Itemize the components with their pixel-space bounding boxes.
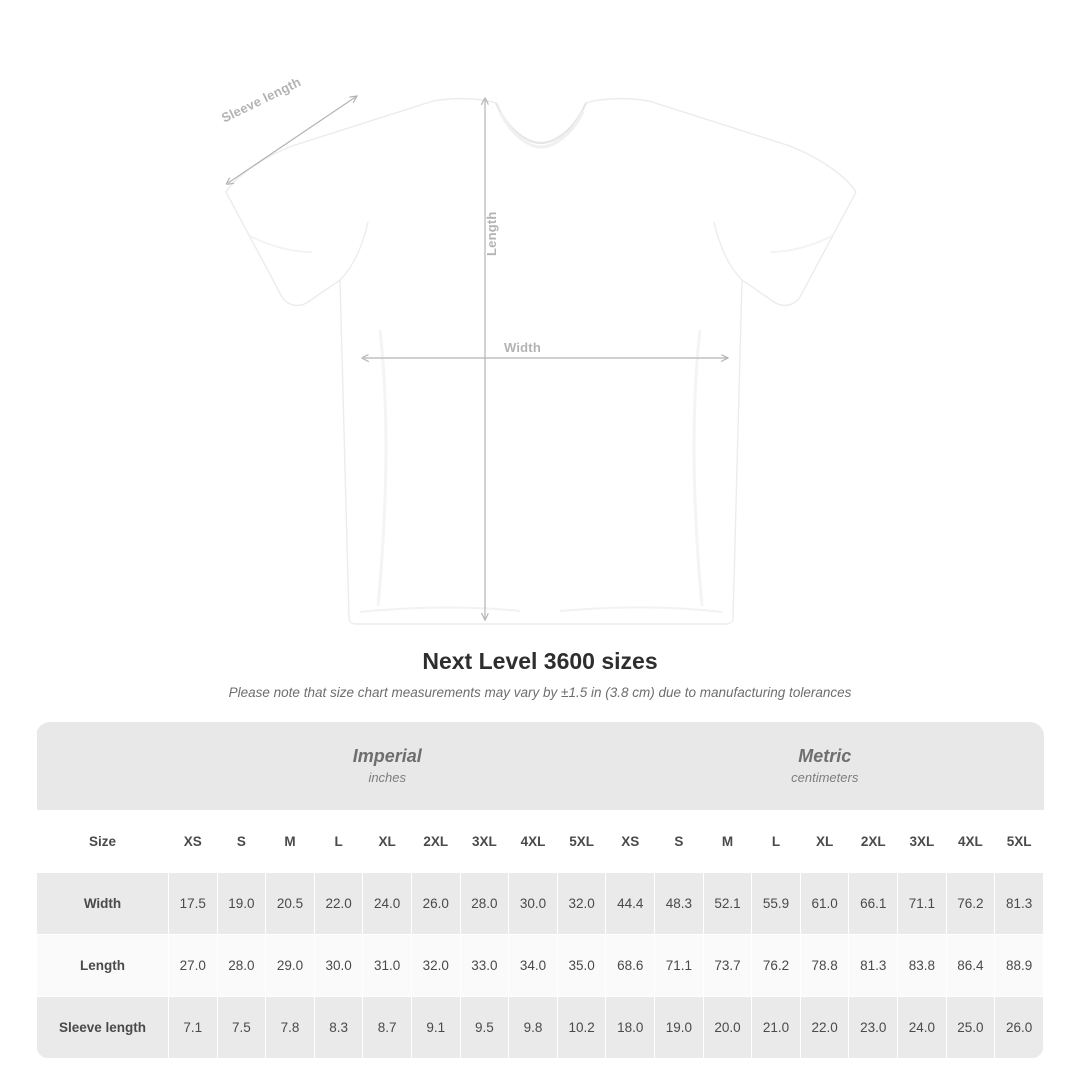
imperial-unit: inches: [368, 770, 407, 786]
data-cell: 17.5: [169, 873, 218, 935]
data-cell: 19.0: [217, 873, 266, 935]
data-cell: 71.1: [655, 935, 704, 997]
data-cell: 68.6: [606, 935, 655, 997]
row-label-length: Length: [37, 935, 169, 997]
imperial-name: Imperial: [352, 746, 422, 767]
data-cell: 78.8: [800, 935, 849, 997]
data-cell: 7.5: [217, 997, 266, 1059]
data-cell: 44.4: [606, 873, 655, 935]
data-cell: 86.4: [946, 935, 995, 997]
metric-name: Metric: [798, 746, 852, 767]
data-cell: 20.5: [266, 873, 315, 935]
data-cell: 88.9: [995, 935, 1044, 997]
header-cell: 2XL: [849, 811, 898, 873]
table-row: [37, 935, 1044, 997]
header-cell: L: [314, 811, 363, 873]
data-cell: 22.0: [314, 873, 363, 935]
header-cell: 2XL: [411, 811, 460, 873]
header-cell: M: [266, 811, 315, 873]
data-cell: 25.0: [946, 997, 995, 1059]
data-cell: 28.0: [217, 935, 266, 997]
header-cell: L: [752, 811, 801, 873]
row-label-sleeve-length: Sleeve length: [37, 997, 169, 1059]
data-cell: 8.7: [363, 997, 412, 1059]
system-header-spacer: [37, 722, 169, 811]
data-cell: 23.0: [849, 997, 898, 1059]
table-row: [37, 873, 1044, 935]
data-cell: 32.0: [557, 873, 606, 935]
data-cell: 24.0: [363, 873, 412, 935]
data-cell: 83.8: [898, 935, 947, 997]
data-cell: 48.3: [655, 873, 704, 935]
data-cell: 29.0: [266, 935, 315, 997]
table-row: [37, 997, 1044, 1059]
header-cell: M: [703, 811, 752, 873]
data-cell: 9.8: [509, 997, 558, 1059]
header-cell: XL: [800, 811, 849, 873]
data-cell: 28.0: [460, 873, 509, 935]
data-cell: 66.1: [849, 873, 898, 935]
length-label: Length: [484, 211, 499, 256]
data-cell: 24.0: [898, 997, 947, 1059]
data-cell: 71.1: [898, 873, 947, 935]
data-cell: 9.1: [411, 997, 460, 1059]
header-cell: 3XL: [898, 811, 947, 873]
data-cell: 9.5: [460, 997, 509, 1059]
header-cell: 4XL: [946, 811, 995, 873]
data-cell: 26.0: [411, 873, 460, 935]
data-cell: 52.1: [703, 873, 752, 935]
data-cell: 33.0: [460, 935, 509, 997]
data-cell: 55.9: [752, 873, 801, 935]
tshirt-shape: [226, 99, 856, 624]
data-cell: 20.0: [703, 997, 752, 1059]
header-cell: 5XL: [995, 811, 1044, 873]
data-cell: 7.1: [169, 997, 218, 1059]
data-cell: 19.0: [655, 997, 704, 1059]
data-cell: 22.0: [800, 997, 849, 1059]
width-label: Width: [504, 340, 541, 355]
data-cell: 34.0: [509, 935, 558, 997]
data-cell: 61.0: [800, 873, 849, 935]
data-cell: 21.0: [752, 997, 801, 1059]
data-cell: 18.0: [606, 997, 655, 1059]
data-cell: 31.0: [363, 935, 412, 997]
data-cell: 76.2: [946, 873, 995, 935]
data-cell: 32.0: [411, 935, 460, 997]
header-cell: XS: [169, 811, 218, 873]
system-header-row: [37, 722, 1044, 811]
data-cell: 10.2: [557, 997, 606, 1059]
data-cell: 35.0: [557, 935, 606, 997]
header-cell: S: [655, 811, 704, 873]
column-header-row: [37, 811, 1044, 873]
metric-unit: centimeters: [791, 770, 859, 786]
data-cell: 7.8: [266, 997, 315, 1059]
data-cell: 30.0: [314, 935, 363, 997]
data-cell: 27.0: [169, 935, 218, 997]
header-cell: 5XL: [557, 811, 606, 873]
system-header-metric: [606, 722, 1044, 811]
data-cell: 26.0: [995, 997, 1044, 1059]
data-cell: 76.2: [752, 935, 801, 997]
row-label-width: Width: [37, 873, 169, 935]
header-cell: S: [217, 811, 266, 873]
page-subtitle: Please note that size chart measurements may vary by ±1.5 in (3.8 cm) due to manufacturing tolerances: [228, 685, 852, 700]
data-cell: 8.3: [314, 997, 363, 1059]
data-cell: 30.0: [509, 873, 558, 935]
sleeve-length-label: Sleeve length: [219, 74, 304, 126]
system-header-imperial: [169, 722, 606, 811]
size-chart-table-wrap: [36, 722, 1044, 1059]
page-title: Next Level 3600 sizes: [422, 648, 658, 674]
header-cell: 4XL: [509, 811, 558, 873]
header-cell: XS: [606, 811, 655, 873]
data-cell: 73.7: [703, 935, 752, 997]
header-cell: 3XL: [460, 811, 509, 873]
data-cell: 81.3: [995, 873, 1044, 935]
data-cell: 81.3: [849, 935, 898, 997]
size-header-cell: Size: [37, 811, 169, 873]
header-cell: XL: [363, 811, 412, 873]
size-chart-table: [36, 722, 1044, 1059]
